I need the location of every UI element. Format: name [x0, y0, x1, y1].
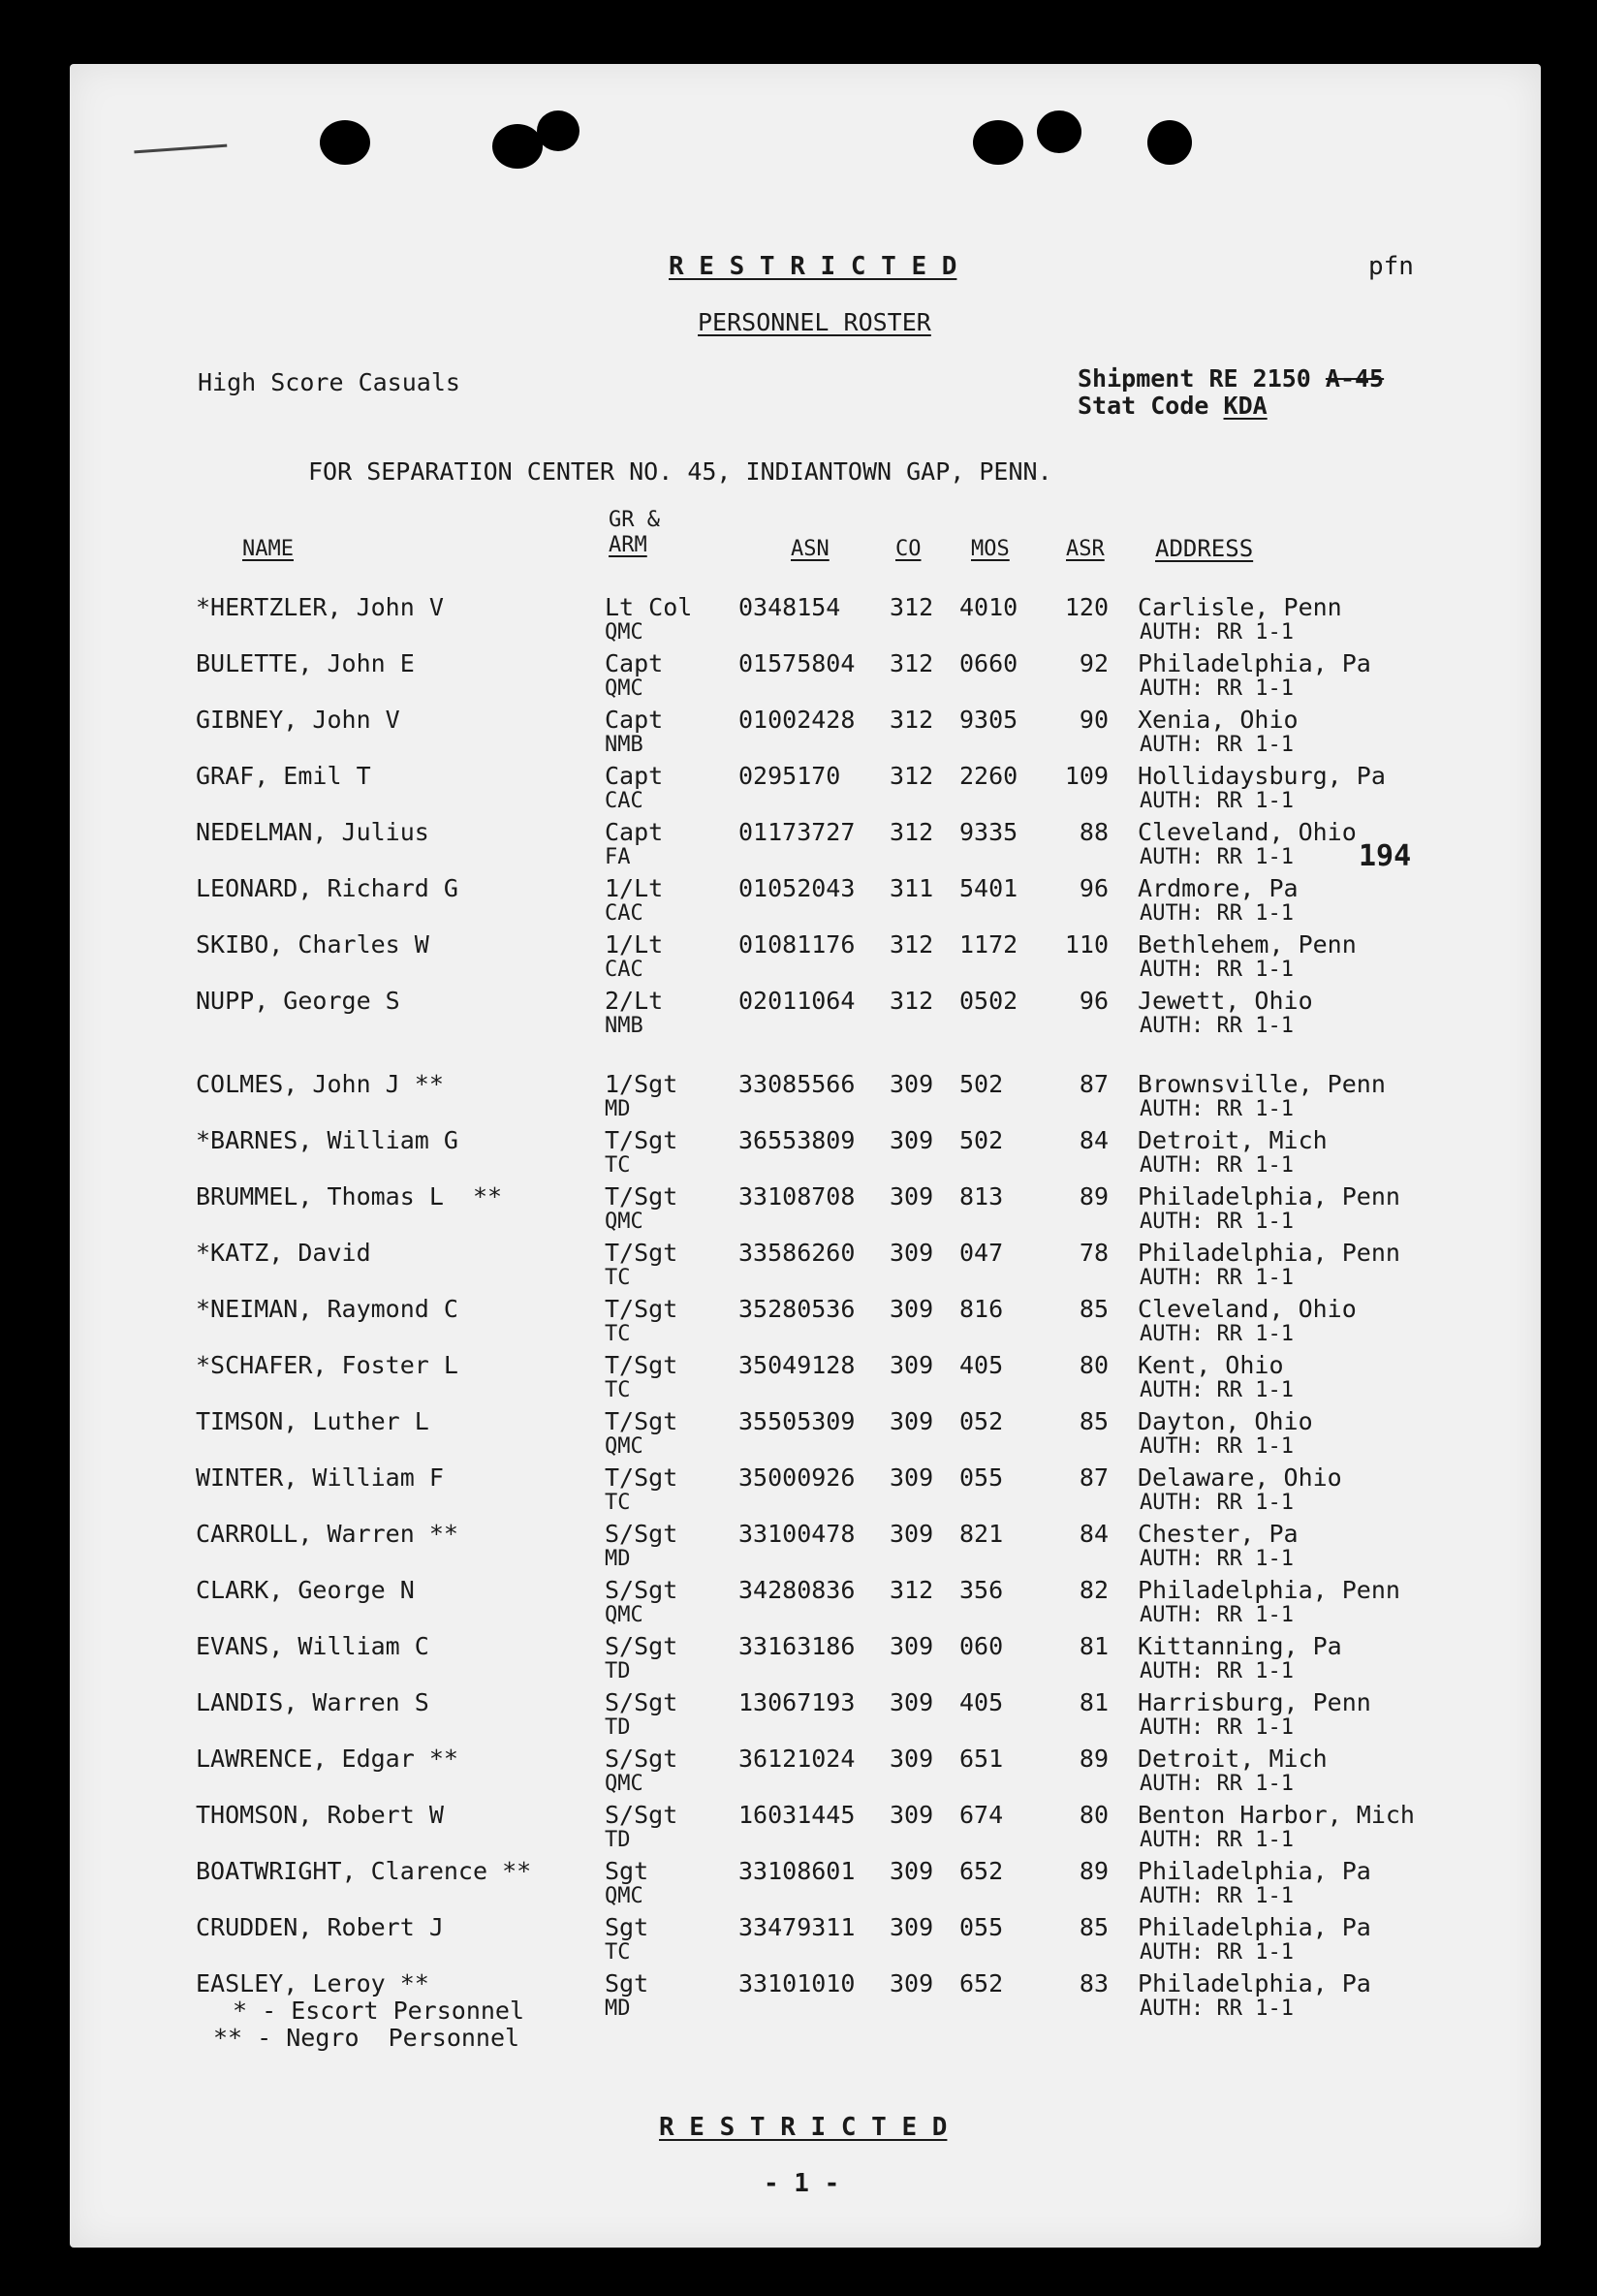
roster-co: 309	[890, 1857, 934, 1885]
roster-mos: 652	[959, 1857, 1004, 1885]
roster-name: COLMES, John J **	[196, 1070, 444, 1098]
roster-asn: 35049128	[738, 1351, 856, 1379]
table-row	[70, 1688, 1541, 1745]
roster-grade: T/Sgt	[605, 1126, 678, 1154]
roster-co: 312	[890, 987, 934, 1015]
col-address: ADDRESS	[1155, 535, 1254, 562]
roster-co: 309	[890, 1070, 934, 1098]
roster-name: LANDIS, Warren S	[196, 1688, 429, 1716]
table-row	[70, 930, 1541, 987]
roster-asn: 01081176	[738, 930, 856, 959]
roster-arm: CAC	[605, 789, 643, 813]
roster-asr: 81	[1079, 1632, 1109, 1660]
roster-grade: T/Sgt	[605, 1407, 678, 1435]
punch-hole	[320, 120, 370, 165]
roster-auth: AUTH: RR 1-1	[1140, 1434, 1294, 1459]
roster-address: Philadelphia, Penn	[1138, 1576, 1400, 1604]
punch-hole	[1147, 120, 1192, 165]
roster-asn: 01575804	[738, 649, 856, 677]
roster-name: CRUDDEN, Robert J	[196, 1913, 444, 1941]
roster-grade: 1/Lt	[605, 930, 664, 959]
table-row	[70, 593, 1541, 649]
roster-asn: 33108708	[738, 1182, 856, 1211]
col-asn: ASN	[791, 537, 830, 561]
roster-mos: 047	[959, 1239, 1004, 1267]
roster-auth: AUTH: RR 1-1	[1140, 1884, 1294, 1908]
roster-arm: TC	[605, 1266, 631, 1290]
table-row	[70, 649, 1541, 706]
roster-asr: 85	[1079, 1407, 1109, 1435]
roster-mos: 405	[959, 1688, 1004, 1716]
roster-mos: 4010	[959, 593, 1018, 621]
roster-asn: 36121024	[738, 1745, 856, 1773]
roster-arm: QMC	[605, 1884, 643, 1908]
table-row	[70, 1239, 1541, 1295]
roster-grade: Lt Col	[605, 593, 693, 621]
roster-arm: CAC	[605, 958, 643, 982]
roster-asr: 78	[1079, 1239, 1109, 1267]
roster-asr: 87	[1079, 1463, 1109, 1492]
roster-auth: AUTH: RR 1-1	[1140, 1097, 1294, 1121]
table-row	[70, 762, 1541, 818]
roster-co: 309	[890, 1745, 934, 1773]
roster-address: Philadelphia, Pa	[1138, 1969, 1371, 1997]
roster-auth: AUTH: RR 1-1	[1140, 1014, 1294, 1038]
roster-auth: AUTH: RR 1-1	[1140, 1547, 1294, 1571]
roster-auth: AUTH: RR 1-1	[1140, 845, 1294, 869]
roster-asr: 120	[1064, 593, 1109, 621]
roster-name: *KATZ, David	[196, 1239, 371, 1267]
roster-arm: TC	[605, 1378, 631, 1402]
punch-hole	[973, 120, 1023, 165]
roster-name: *HERTZLER, John V	[196, 593, 444, 621]
roster-asr: 83	[1079, 1969, 1109, 1997]
roster-asn: 0348154	[738, 593, 841, 621]
roster-address: Harrisburg, Penn	[1138, 1688, 1371, 1716]
col-gr-line2: ARM	[609, 533, 647, 557]
roster-grade: S/Sgt	[605, 1745, 678, 1773]
punch-hole	[492, 124, 543, 169]
roster-asn: 33479311	[738, 1913, 856, 1941]
roster-arm: MD	[605, 1997, 631, 2021]
roster-arm: QMC	[605, 1772, 643, 1796]
roster-arm: TD	[605, 1828, 631, 1852]
roster-co: 312	[890, 762, 934, 790]
roster-grade: S/Sgt	[605, 1576, 678, 1604]
roster-mos: 0502	[959, 987, 1018, 1015]
roster-asn: 35505309	[738, 1407, 856, 1435]
roster-auth: AUTH: RR 1-1	[1140, 676, 1294, 701]
col-name: NAME	[242, 537, 294, 561]
roster-co: 309	[890, 1801, 934, 1829]
roster-mos: 674	[959, 1801, 1004, 1829]
roster-mos: 055	[959, 1913, 1004, 1941]
col-mos: MOS	[971, 537, 1010, 561]
roster-asr: 109	[1064, 762, 1109, 790]
roster-mos: 821	[959, 1520, 1004, 1548]
roster-grade: Sgt	[605, 1969, 649, 1997]
roster-co: 312	[890, 1576, 934, 1604]
roster-asr: 96	[1079, 874, 1109, 902]
roster-name: NEDELMAN, Julius	[196, 818, 429, 846]
col-co: CO	[895, 537, 922, 561]
roster-co: 309	[890, 1913, 934, 1941]
roster-auth: AUTH: RR 1-1	[1140, 789, 1294, 813]
roster-arm: QMC	[605, 1603, 643, 1627]
roster-grade: Capt	[605, 706, 664, 734]
roster-asn: 33586260	[738, 1239, 856, 1267]
roster-name: EVANS, William C	[196, 1632, 429, 1660]
roster-address: Dayton, Ohio	[1138, 1407, 1313, 1435]
roster-name: CARROLL, Warren **	[196, 1520, 458, 1548]
roster-arm: FA	[605, 845, 631, 869]
roster-auth: AUTH: RR 1-1	[1140, 1828, 1294, 1852]
roster-arm: QMC	[605, 1434, 643, 1459]
roster-co: 309	[890, 1126, 934, 1154]
roster-asn: 34280836	[738, 1576, 856, 1604]
legend-negro: ** - Negro Personnel	[213, 2024, 520, 2052]
roster-grade: T/Sgt	[605, 1295, 678, 1323]
roster-grade: Sgt	[605, 1857, 649, 1885]
roster-asr: 92	[1079, 649, 1109, 677]
roster-arm: QMC	[605, 620, 643, 645]
group-label: High Score Casuals	[198, 368, 460, 396]
roster-mos: 816	[959, 1295, 1004, 1323]
table-row	[70, 987, 1541, 1043]
roster-mos: 356	[959, 1576, 1004, 1604]
roster-co: 312	[890, 706, 934, 734]
roster-asr: 80	[1079, 1801, 1109, 1829]
roster-name: TIMSON, Luther L	[196, 1407, 429, 1435]
table-row	[70, 1463, 1541, 1520]
roster-auth: AUTH: RR 1-1	[1140, 1210, 1294, 1234]
roster-mos: 651	[959, 1745, 1004, 1773]
roster-asn: 33100478	[738, 1520, 856, 1548]
roster-auth: AUTH: RR 1-1	[1140, 1772, 1294, 1796]
legend-escort: * - Escort Personnel	[233, 1997, 525, 2025]
roster-co: 309	[890, 1463, 934, 1492]
roster-co: 312	[890, 649, 934, 677]
roster-asr: 96	[1079, 987, 1109, 1015]
roster-address: Detroit, Mich	[1138, 1745, 1328, 1773]
roster-name: EASLEY, Leroy **	[196, 1969, 429, 1997]
roster-auth: AUTH: RR 1-1	[1140, 1266, 1294, 1290]
roster-asn: 16031445	[738, 1801, 856, 1829]
roster-arm: CAC	[605, 901, 643, 926]
roster-grade: 2/Lt	[605, 987, 664, 1015]
roster-asr: 80	[1079, 1351, 1109, 1379]
roster-mos: 9335	[959, 818, 1018, 846]
roster-name: WINTER, William F	[196, 1463, 444, 1492]
roster-address: Delaware, Ohio	[1138, 1463, 1342, 1492]
roster-co: 309	[890, 1407, 934, 1435]
shipment-line	[1078, 364, 1384, 393]
roster-co: 312	[890, 818, 934, 846]
table-row	[70, 1070, 1541, 1126]
roster-address: Cleveland, Ohio	[1138, 818, 1357, 846]
roster-mos: 813	[959, 1182, 1004, 1211]
roster-name: BRUMMEL, Thomas L **	[196, 1182, 503, 1211]
stat-code-value: KDA	[1223, 392, 1268, 420]
roster-name: SKIBO, Charles W	[196, 930, 429, 959]
roster-address: Kent, Ohio	[1138, 1351, 1284, 1379]
roster-mos: 2260	[959, 762, 1018, 790]
roster-asr: 82	[1079, 1576, 1109, 1604]
roster-auth: AUTH: RR 1-1	[1140, 1378, 1294, 1402]
roster-grade: Capt	[605, 818, 664, 846]
table-row	[70, 1632, 1541, 1688]
roster-grade: Sgt	[605, 1913, 649, 1941]
roster-mos: 055	[959, 1463, 1004, 1492]
roster-auth: AUTH: RR 1-1	[1140, 1997, 1294, 2021]
roster-name: BULETTE, John E	[196, 649, 415, 677]
roster-name: GIBNEY, John V	[196, 706, 400, 734]
roster-co: 312	[890, 930, 934, 959]
roster-address: Philadelphia, Pa	[1138, 1857, 1371, 1885]
roster-arm: TC	[605, 1940, 631, 1965]
roster-name: NUPP, George S	[196, 987, 400, 1015]
roster-grade: T/Sgt	[605, 1463, 678, 1492]
roster-address: Philadelphia, Pa	[1138, 1913, 1371, 1941]
roster-auth: AUTH: RR 1-1	[1140, 958, 1294, 982]
table-row	[70, 1407, 1541, 1463]
roster-arm: TC	[605, 1153, 631, 1178]
roster-auth: AUTH: RR 1-1	[1140, 1153, 1294, 1178]
roster-asr: 110	[1064, 930, 1109, 959]
roster-asn: 01173727	[738, 818, 856, 846]
roster-asn: 33108601	[738, 1857, 856, 1885]
roster-address: Xenia, Ohio	[1138, 706, 1299, 734]
roster-address: Chester, Pa	[1138, 1520, 1299, 1548]
roster-name: LEONARD, Richard G	[196, 874, 458, 902]
classification-header: R E S T R I C T E D	[669, 252, 957, 281]
roster-arm: TD	[605, 1659, 631, 1683]
stat-code-label: Stat Code	[1078, 392, 1209, 420]
stat-code-line	[1078, 392, 1268, 420]
roster-auth: AUTH: RR 1-1	[1140, 1491, 1294, 1515]
roster-address: Hollidaysburg, Pa	[1138, 762, 1386, 790]
roster-arm: NMB	[605, 1014, 643, 1038]
roster-auth: AUTH: RR 1-1	[1140, 1603, 1294, 1627]
roster-co: 309	[890, 1520, 934, 1548]
roster-co: 309	[890, 1351, 934, 1379]
roster-grade: S/Sgt	[605, 1688, 678, 1716]
table-row	[70, 1913, 1541, 1969]
roster-auth: AUTH: RR 1-1	[1140, 1659, 1294, 1683]
page-number: - 1 -	[764, 2169, 840, 2198]
roster-asn: 35000926	[738, 1463, 856, 1492]
roster-arm: TC	[605, 1491, 631, 1515]
document-title: PERSONNEL ROSTER	[698, 308, 931, 336]
roster-asn: 33085566	[738, 1070, 856, 1098]
roster-co: 309	[890, 1239, 934, 1267]
roster-auth: AUTH: RR 1-1	[1140, 1322, 1294, 1346]
roster-asr: 89	[1079, 1182, 1109, 1211]
shipment-value: RE 2150	[1208, 364, 1311, 393]
roster-asr: 87	[1079, 1070, 1109, 1098]
roster-name: CLARK, George N	[196, 1576, 415, 1604]
roster-asn: 33101010	[738, 1969, 856, 1997]
roster-mos: 652	[959, 1969, 1004, 1997]
roster-name: GRAF, Emil T	[196, 762, 371, 790]
roster-co: 309	[890, 1182, 934, 1211]
roster-mos: 052	[959, 1407, 1004, 1435]
roster-address: Carlisle, Penn	[1138, 593, 1342, 621]
roster-address: Jewett, Ohio	[1138, 987, 1313, 1015]
roster-address: Benton Harbor, Mich	[1138, 1801, 1415, 1829]
roster-asn: 13067193	[738, 1688, 856, 1716]
roster-co: 312	[890, 593, 934, 621]
roster-grade: Capt	[605, 649, 664, 677]
page-stamp-number: 194	[1359, 839, 1412, 873]
roster-arm: MD	[605, 1547, 631, 1571]
table-row	[70, 1182, 1541, 1239]
roster-grade: S/Sgt	[605, 1632, 678, 1660]
roster-address: Cleveland, Ohio	[1138, 1295, 1357, 1323]
roster-arm: TD	[605, 1715, 631, 1740]
table-row	[70, 1801, 1541, 1857]
table-row	[70, 818, 1541, 874]
roster-address: Philadelphia, Penn	[1138, 1239, 1400, 1267]
roster-asr: 85	[1079, 1295, 1109, 1323]
table-row	[70, 706, 1541, 762]
classification-footer: R E S T R I C T E D	[659, 2113, 948, 2142]
roster-mos: 405	[959, 1351, 1004, 1379]
roster-asr: 89	[1079, 1857, 1109, 1885]
roster-co: 309	[890, 1969, 934, 1997]
roster-name: THOMSON, Robert W	[196, 1801, 444, 1829]
roster-asr: 89	[1079, 1745, 1109, 1773]
shipment-suffix: A-45	[1325, 364, 1385, 393]
table-row	[70, 1351, 1541, 1407]
roster-arm: MD	[605, 1097, 631, 1121]
roster-address: Kittanning, Pa	[1138, 1632, 1342, 1660]
roster-auth: AUTH: RR 1-1	[1140, 620, 1294, 645]
roster-asn: 02011064	[738, 987, 856, 1015]
roster-name: *BARNES, William G	[196, 1126, 458, 1154]
roster-grade: 1/Lt	[605, 874, 664, 902]
roster-grade: S/Sgt	[605, 1801, 678, 1829]
col-gr-line1: GR &	[609, 508, 660, 532]
roster-co: 309	[890, 1632, 934, 1660]
roster-mos: 0660	[959, 649, 1018, 677]
roster-co: 311	[890, 874, 934, 902]
roster-asn: 35280536	[738, 1295, 856, 1323]
roster-mos: 5401	[959, 874, 1018, 902]
roster-mos: 502	[959, 1126, 1004, 1154]
roster-auth: AUTH: RR 1-1	[1140, 733, 1294, 757]
roster-grade: T/Sgt	[605, 1239, 678, 1267]
roster-grade: T/Sgt	[605, 1182, 678, 1211]
roster-address: Ardmore, Pa	[1138, 874, 1299, 902]
roster-mos: 9305	[959, 706, 1018, 734]
file-mark: pfn	[1368, 252, 1414, 281]
roster-mos: 060	[959, 1632, 1004, 1660]
roster-arm: TC	[605, 1322, 631, 1346]
roster-grade: S/Sgt	[605, 1520, 678, 1548]
destination-line: FOR SEPARATION CENTER NO. 45, INDIANTOWN GAP, PENN.	[308, 457, 1052, 486]
punch-hole	[537, 110, 579, 151]
roster-asr: 88	[1079, 818, 1109, 846]
table-row	[70, 1576, 1541, 1632]
roster-name: *NEIMAN, Raymond C	[196, 1295, 458, 1323]
table-row	[70, 1857, 1541, 1913]
roster-name: BOATWRIGHT, Clarence **	[196, 1857, 532, 1885]
roster-asn: 0295170	[738, 762, 841, 790]
roster-asn: 01052043	[738, 874, 856, 902]
roster-name: LAWRENCE, Edgar **	[196, 1745, 458, 1773]
roster-address: Brownsville, Penn	[1138, 1070, 1386, 1098]
roster-auth: AUTH: RR 1-1	[1140, 1940, 1294, 1965]
table-row	[70, 1295, 1541, 1351]
roster-asr: 85	[1079, 1913, 1109, 1941]
roster-asr: 84	[1079, 1520, 1109, 1548]
roster-grade: Capt	[605, 762, 664, 790]
roster-arm: QMC	[605, 676, 643, 701]
table-row	[70, 1520, 1541, 1576]
table-row	[70, 1126, 1541, 1182]
roster-arm: NMB	[605, 733, 643, 757]
roster-name: *SCHAFER, Foster L	[196, 1351, 458, 1379]
roster-address: Philadelphia, Pa	[1138, 649, 1371, 677]
roster-mos: 502	[959, 1070, 1004, 1098]
roster-asr: 90	[1079, 706, 1109, 734]
table-row	[70, 1745, 1541, 1801]
roster-grade: T/Sgt	[605, 1351, 678, 1379]
roster-address: Bethlehem, Penn	[1138, 930, 1357, 959]
roster-co: 309	[890, 1295, 934, 1323]
pen-mark	[134, 135, 228, 154]
roster-asr: 84	[1079, 1126, 1109, 1154]
roster-mos: 1172	[959, 930, 1018, 959]
punch-hole	[1037, 110, 1081, 153]
roster-address: Detroit, Mich	[1138, 1126, 1328, 1154]
roster-auth: AUTH: RR 1-1	[1140, 1715, 1294, 1740]
roster-co: 309	[890, 1688, 934, 1716]
roster-arm: QMC	[605, 1210, 643, 1234]
roster-asn: 36553809	[738, 1126, 856, 1154]
roster-asn: 33163186	[738, 1632, 856, 1660]
roster-grade: 1/Sgt	[605, 1070, 678, 1098]
col-asr: ASR	[1066, 537, 1105, 561]
shipment-label: Shipment	[1078, 364, 1195, 393]
roster-address: Philadelphia, Penn	[1138, 1182, 1400, 1211]
table-row	[70, 874, 1541, 930]
roster-auth: AUTH: RR 1-1	[1140, 901, 1294, 926]
document-page	[70, 64, 1541, 2248]
roster-asn: 01002428	[738, 706, 856, 734]
roster-asr: 81	[1079, 1688, 1109, 1716]
